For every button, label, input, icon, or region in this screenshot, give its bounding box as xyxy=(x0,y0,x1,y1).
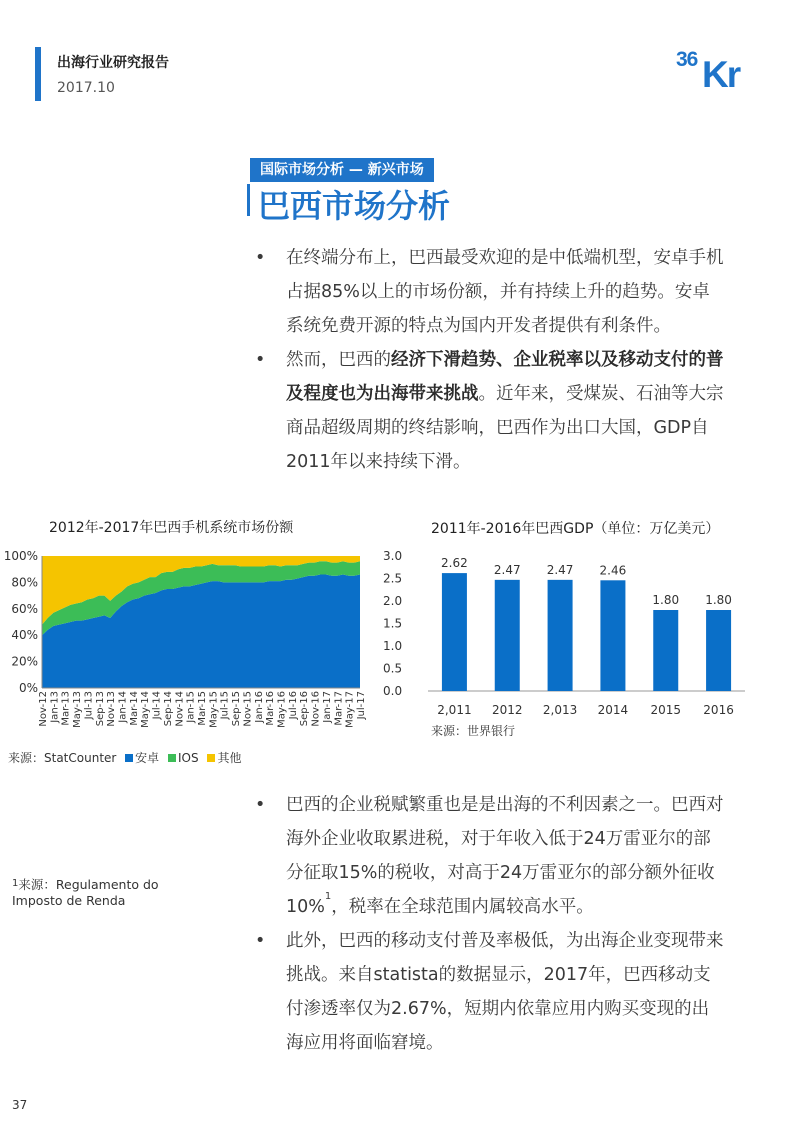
area-y-tick-label: 20% xyxy=(11,654,38,669)
section-title: 巴西市场分析 xyxy=(258,187,451,225)
bar-y-tick-label: 2.0 xyxy=(383,594,403,608)
bullet-text-tail: 。近年来，受煤炭、石油等大宗商品超级周期的终结影响，巴西作为出口大国，GDP自2011年以来持续下滑。 xyxy=(286,384,724,472)
legend-swatch-other xyxy=(207,754,215,762)
area-x-tick-label: Mar-17 xyxy=(333,691,345,726)
bullet-text: 巴西的企业税赋繁重也是是出海的不利因素之一。巴西对海外企业收取累进税，对于年收入低于24万雷亚尔的部分征取15%的税收，对高于24万雷亚尔的部分额外征收10% xyxy=(286,795,724,917)
area-x-tick-label: Jul-16 xyxy=(287,691,299,720)
chart-title-market-share: 2012年-2017年巴西手机系统市场份额 xyxy=(49,520,294,536)
section-tag: 国际市场分析 — 新兴市场 xyxy=(250,158,434,182)
bullet-text-tail: ，税率在全球范围内属较高水平。 xyxy=(331,897,594,917)
area-x-tick-label: Nov-12 xyxy=(38,691,49,727)
area-x-tick-label: Jan-16 xyxy=(253,691,265,723)
report-date: 2017.10 xyxy=(57,80,115,96)
gdp-bar xyxy=(706,610,731,691)
area-x-tick-label: Jan-15 xyxy=(185,691,197,723)
legend-swatch-android xyxy=(125,754,133,762)
bar-y-tick-label: 2.5 xyxy=(383,571,403,586)
area-x-tick-label: Jul-13 xyxy=(83,691,95,720)
bar-y-tick-label: 0.0 xyxy=(383,684,403,698)
bar-x-tick-label: 2,011 xyxy=(437,703,472,717)
area-x-tick-label: Mar-16 xyxy=(265,691,277,726)
area-x-tick-label: Jan-17 xyxy=(321,691,333,723)
bullet-dot-icon: • xyxy=(255,931,266,951)
legend-label-ios: IOS xyxy=(178,751,199,765)
area-chart-legend xyxy=(8,749,241,766)
legend-label-android: 安卓 xyxy=(135,751,160,765)
area-x-tick-label: May-13 xyxy=(72,691,84,728)
bullet-text: 此外，巴西的移动支付普及率极低，为出海企业变现带来挑战。来自statista的数据显示，2017年，巴西移动支付渗透率仅为2.67%，短期内依靠应用内购买变现的出海应用将面临窘境。 xyxy=(286,931,724,1053)
area-x-tick-label: Nov-14 xyxy=(174,691,186,727)
area-x-tick-label: Nov-15 xyxy=(242,691,254,727)
bullet-item xyxy=(255,788,725,924)
area-y-tick-label: 0% xyxy=(18,681,38,695)
area-x-tick-label: Jan-14 xyxy=(117,691,129,723)
bullet-dot-icon: • xyxy=(255,350,266,370)
area-x-tick-label: Sep-13 xyxy=(94,691,106,727)
bullet-item xyxy=(255,241,725,343)
area-x-tick-label: Mar-15 xyxy=(197,691,208,726)
area-x-tick-label: Mar-14 xyxy=(128,691,140,726)
bar-chart-source: 来源：世界银行 xyxy=(431,724,516,738)
area-y-tick-label: 60% xyxy=(11,601,38,616)
bullet-list-bottom xyxy=(255,788,725,1060)
gdp-bar-value-label: 2.62 xyxy=(441,556,468,571)
footnote-marker: 1 xyxy=(12,878,19,889)
bullet-dot-icon: • xyxy=(255,795,266,815)
area-x-tick-label: May-16 xyxy=(276,691,288,728)
footnote-text: 来源：Regulamento do Imposto de Renda xyxy=(12,877,159,908)
logo-kr-text: Kr xyxy=(702,54,740,95)
bar-x-tick-label: 2,013 xyxy=(542,703,578,717)
gdp-bar xyxy=(442,573,467,691)
bullet-text-lead: 然而，巴西的 xyxy=(286,350,391,370)
market-share-area-chart xyxy=(0,540,380,745)
legend-swatch-ios xyxy=(168,754,176,762)
area-x-tick-label: Nov-13 xyxy=(106,691,118,727)
logo-36-text: 36 xyxy=(676,48,698,71)
area-chart-source: 来源：StatCounter xyxy=(8,751,117,765)
bar-y-tick-label: 0.5 xyxy=(383,661,403,676)
gdp-bar-chart xyxy=(380,540,780,725)
gdp-bar xyxy=(548,580,573,691)
bar-x-tick-label: 2015 xyxy=(650,703,682,717)
header-accent-bar xyxy=(35,47,41,101)
area-x-tick-label: May-17 xyxy=(344,691,356,728)
footnote-ref: 1 xyxy=(324,891,332,902)
area-x-tick-label: Sep-16 xyxy=(299,691,311,727)
bar-y-tick-label: 3.0 xyxy=(383,549,403,563)
gdp-bar xyxy=(600,580,625,691)
bar-x-tick-label: 2014 xyxy=(597,703,629,717)
area-x-tick-label: Jul-15 xyxy=(219,691,231,720)
gdp-bar-value-label: 2.47 xyxy=(493,562,521,577)
report-title: 出海行业研究报告 xyxy=(57,55,169,71)
area-y-tick-label: 80% xyxy=(11,575,38,590)
gdp-bar-value-label: 2.46 xyxy=(599,563,627,578)
gdp-bar xyxy=(653,610,678,691)
bullet-text: 在终端分布上，巴西最受欢迎的是中低端机型，安卓手机占据85%以上的市场份额，并有持续上升的趋势。安卓系统免费开源的特点为国内开发者提供有利条件。 xyxy=(286,248,724,336)
bullet-dot-icon: • xyxy=(255,248,266,268)
area-x-tick-label: Jan-13 xyxy=(49,691,61,723)
gdp-bar-value-label: 1.80 xyxy=(705,593,732,607)
area-y-tick-label: 100% xyxy=(3,549,38,563)
area-x-tick-label: Sep-14 xyxy=(162,691,174,727)
bullet-list-top xyxy=(255,241,725,479)
bullet-item xyxy=(255,343,725,479)
area-x-tick-label: Sep-15 xyxy=(231,691,243,727)
bullet-text-bold: 经济下滑趋势、企业税率以及移动支付的普及程度也为出海带来挑战 xyxy=(286,350,724,404)
bar-x-tick-label: 2012 xyxy=(491,703,523,717)
bar-x-tick-label: 2016 xyxy=(703,703,734,717)
section-accent-line xyxy=(247,184,250,216)
gdp-bar xyxy=(495,580,520,691)
bar-y-tick-label: 1.5 xyxy=(383,616,403,631)
legend-label-other: 其他 xyxy=(217,751,242,765)
area-x-tick-label: May-14 xyxy=(140,691,152,728)
area-x-tick-label: Nov-16 xyxy=(310,691,322,727)
bullet-item xyxy=(255,924,725,1060)
brand-logo xyxy=(676,46,760,94)
chart-title-gdp: 2011年-2016年巴西GDP（单位：万亿美元） xyxy=(431,521,720,537)
gdp-bar-value-label: 1.80 xyxy=(652,593,680,607)
area-y-tick-label: 40% xyxy=(11,628,38,643)
area-x-tick-label: Mar-13 xyxy=(60,691,72,726)
area-x-tick-label: Jul-17 xyxy=(356,691,367,720)
footnote xyxy=(12,877,202,909)
area-x-tick-label: May-15 xyxy=(208,691,220,728)
bar-y-tick-label: 1.0 xyxy=(383,639,403,653)
page-number: 37 xyxy=(12,1098,28,1112)
gdp-bar-value-label: 2.47 xyxy=(546,562,574,577)
area-x-tick-label: Jul-14 xyxy=(151,691,163,720)
